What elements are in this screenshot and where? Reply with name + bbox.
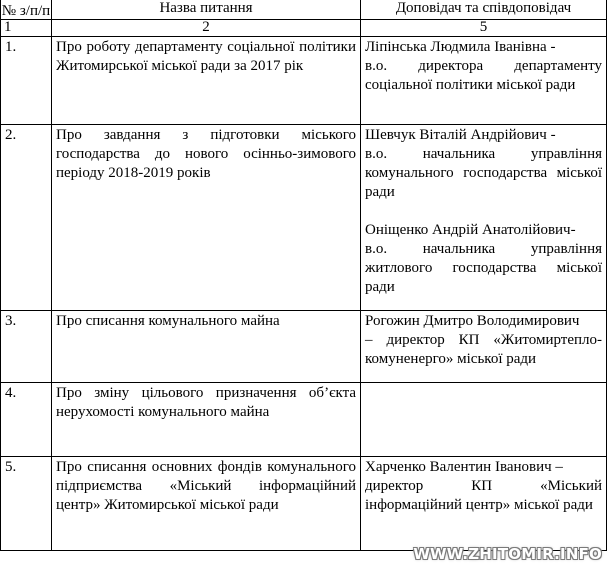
table-row: [1, 125, 607, 311]
row-number: 4.: [1, 383, 52, 457]
column-numbers-row: [1, 20, 607, 37]
speaker-entry: [365, 458, 602, 515]
row-number: 1.: [1, 37, 52, 125]
header-title: Назва питання: [52, 0, 361, 20]
row-speakers: [361, 37, 607, 125]
table-row: [1, 37, 607, 125]
header-number: № з/п/п: [1, 0, 52, 20]
row-speakers: [361, 125, 607, 311]
table-row: [1, 457, 607, 551]
table-row: [1, 311, 607, 383]
speaker-entry: [365, 312, 602, 369]
row-speakers: [361, 457, 607, 551]
speaker-role: в.о. начальника управління комунального господарства міської ради: [365, 146, 602, 200]
row-title: Про зміну цільового призначення об’єкта нерухомості комунального майна: [52, 383, 361, 457]
speaker-name: Оніщенко Андрій Анатолійович-: [365, 222, 576, 238]
row-title: Про роботу департаменту соціальної політики Житомирської міської ради за 2017 рік: [52, 37, 361, 125]
row-number: 2.: [1, 125, 52, 311]
speaker-name: Шевчук Віталій Андрійович -: [365, 127, 556, 143]
row-number: 5.: [1, 457, 52, 551]
table-header-row: [1, 0, 607, 20]
table-row: [1, 383, 607, 457]
column-number: 2: [52, 20, 361, 37]
speaker-role: в.о. начальника управління житлового господарства міської ради: [365, 241, 602, 295]
column-number: 1: [1, 20, 52, 37]
speaker-role: – директор КП «Житомиртепло-комуненерго» міської ради: [365, 332, 602, 367]
row-speakers: [361, 383, 607, 457]
speaker-role: директор КП «Міський інформаційний центр» міської ради: [365, 478, 602, 513]
site-watermark: WWW.ZHITOMIR.INFO: [413, 545, 602, 563]
row-speakers: [361, 311, 607, 383]
speaker-role: в.о. директора департаменту соціальної політики міської ради: [365, 58, 602, 93]
speaker-entry: [365, 126, 602, 202]
speaker-name: Харченко Валентин Іванович –: [365, 459, 563, 475]
speaker-entry: [365, 221, 602, 297]
row-number: 3.: [1, 311, 52, 383]
speaker-name: Рогожин Дмитро Володимирович: [365, 313, 580, 329]
row-title: Про завдання з підготовки міського господарства до нового осінньо-зимового періоду 2018-2019 років: [52, 125, 361, 311]
column-number: 5: [361, 20, 607, 37]
header-speaker: Доповідач та співдоповідач: [361, 0, 607, 20]
row-title: Про списання основних фондів комунального підприємства «Міський інформаційний центр» Житомирської міської ради: [52, 457, 361, 551]
row-title: Про списання комунального майна: [52, 311, 361, 383]
speaker-entry: [365, 38, 602, 95]
speaker-name: Ліпінська Людмила Іванівна -: [365, 39, 556, 55]
